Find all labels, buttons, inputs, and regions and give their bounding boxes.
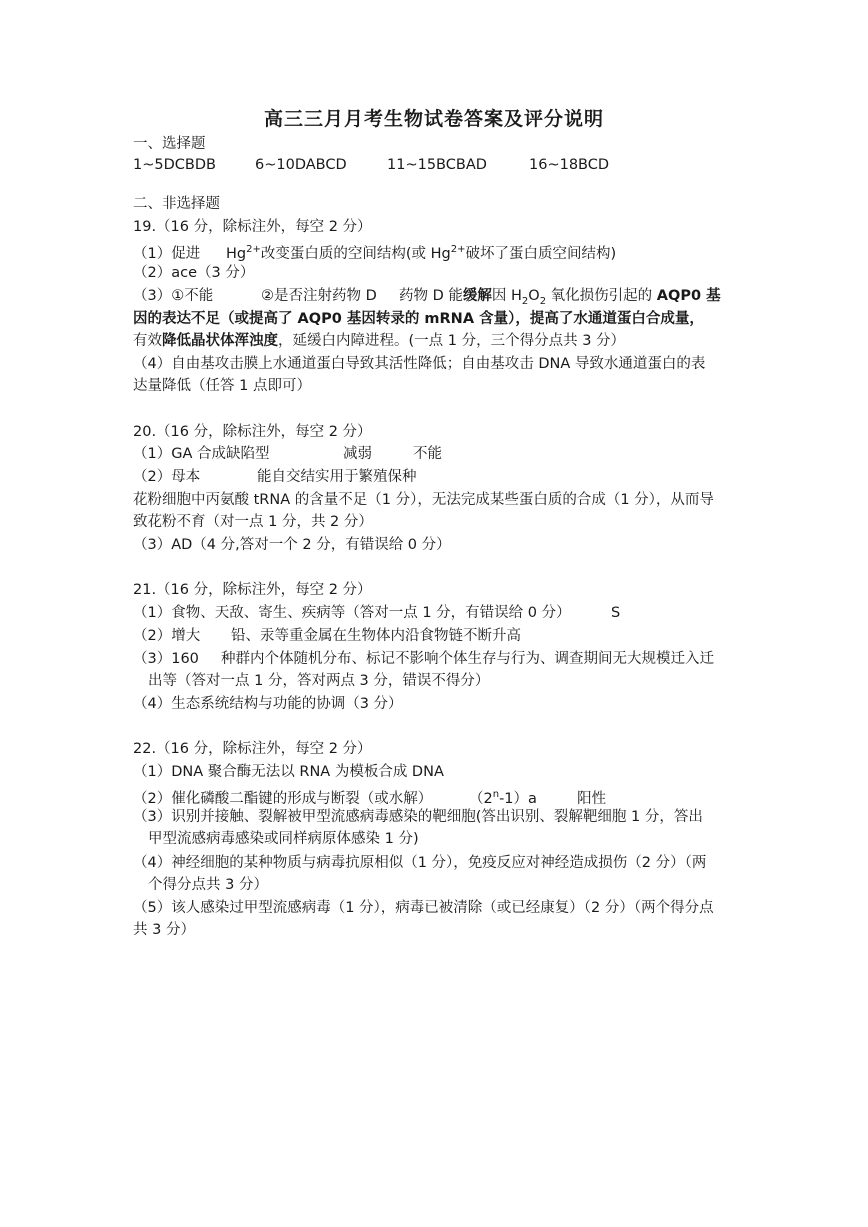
q20-text: 能自交结实用于繁殖保种 [257, 469, 417, 485]
q19-line-2: （2）ace（3 分） [133, 265, 255, 281]
q19-text: Hg [226, 245, 247, 262]
q19-text: 破坏了蛋白质空间结构) [465, 245, 617, 262]
q19-text: （1）促进 [133, 245, 201, 262]
q21-line-4: 出等（答对一点 1 分，答对两点 3 分，错误不得分） [148, 673, 490, 689]
q20-line-4: 致花粉不育（对一点 1 分，共 2 分） [133, 514, 373, 530]
q19-subscript: 2 [539, 295, 547, 307]
q22-text: （2 [469, 790, 493, 807]
q19-text: （3）①不能 [133, 288, 214, 304]
q19-text: 改变蛋白质的空间结构(或 Hg [260, 245, 451, 262]
q21-line-3 [133, 649, 714, 669]
q19-line-1 [133, 240, 616, 264]
choice-answer-6-10: 6~10DABCD [255, 157, 347, 173]
q21-text: （2）增大 [133, 628, 201, 644]
q19-bold-text: 缓解 [462, 288, 492, 304]
q19-text: 因 H [491, 288, 522, 304]
q19-text: ②是否注射药物 D [261, 288, 377, 304]
q19-line-7: 达量降低（任答 1 点即可） [133, 378, 311, 394]
q21-text: （3）160 [133, 651, 199, 667]
q19-heading: 19.（16 分，除标注外，每空 2 分） [133, 219, 372, 235]
q21-line-1 [133, 603, 620, 623]
q19-line-3 [133, 286, 721, 312]
q19-line-6: （4）自由基攻击膜上水通道蛋白导致其活性降低；自由基攻击 DNA 导致水通道蛋白的表 [133, 356, 706, 372]
q19-bold-text: AQP0 基 [656, 288, 721, 304]
q22-heading: 22.（16 分，除标注外，每空 2 分） [133, 741, 372, 757]
section-choice-heading: 一、选择题 [133, 136, 206, 152]
q20-text: 不能 [413, 446, 442, 462]
q20-heading: 20.（16 分，除标注外，每空 2 分） [133, 424, 372, 440]
choice-answer-11-15: 11~15BCBAD [387, 157, 487, 173]
q19-line-5 [133, 331, 625, 351]
q22-text: （2）催化磷酸二酯键的形成与断裂（或水解） [133, 790, 433, 807]
q22-line-7: （5）该人感染过甲型流感病毒（1 分），病毒已被清除（或已经康复）（2 分）（两个得分点 [133, 900, 714, 916]
q21-heading: 21.（16 分，除标注外，每空 2 分） [133, 582, 372, 598]
q19-superscript: 2+ [450, 244, 466, 255]
choice-answer-1-5: 1~5DCBDB [133, 157, 216, 173]
q22-line-6: 个得分点共 3 分） [148, 877, 268, 893]
q19-superscript: 2+ [246, 244, 261, 255]
q22-line-8: 共 3 分） [133, 922, 195, 938]
q22-line-3: （3）识别并接触、裂解被甲型流感病毒感染的靶细胞(答出识别、裂解靶细胞 1 分，答出 [133, 809, 703, 825]
q22-line-2 [133, 785, 606, 809]
choice-answers [133, 155, 609, 175]
q20-text: （1）GA 合成缺陷型 [133, 446, 270, 462]
q20-line-2 [133, 467, 417, 487]
q20-text: 减弱 [343, 446, 372, 462]
q19-text: 药物 D 能 [399, 288, 463, 304]
q19-subscript: 2 [521, 295, 529, 307]
q21-line-5: （4）生态系统结构与功能的协调（3 分） [133, 696, 403, 712]
q20-line-1 [133, 444, 442, 464]
q22-text: 阳性 [577, 790, 607, 807]
q22-superscript: n [492, 789, 500, 800]
q19-line-4 [133, 309, 704, 329]
q22-line-5: （4）神经细胞的某种物质与病毒抗原相似（1 分），免疫反应对神经造成损伤（2 分）（两 [133, 855, 707, 871]
choice-answer-16-18: 16~18BCD [529, 157, 610, 173]
q22-line-1: （1）DNA 聚合酶无法以 RNA 为模板合成 DNA [133, 764, 444, 780]
q20-line-5: （3）AD（4 分,答对一个 2 分，有错误给 0 分） [133, 537, 451, 553]
q19-text: 氧化损伤引起的 [546, 288, 657, 304]
q19-text: 有效 [133, 333, 162, 349]
q20-text: （2）母本 [133, 469, 201, 485]
q20-line-3: 花粉细胞中丙氨酸 tRNA 的含量不足（1 分），无法完成某些蛋白质的合成（1 分），从而导 [133, 492, 714, 508]
q21-text: 铅、汞等重金属在生物体内沿食物链不断升高 [231, 628, 521, 644]
section-nonchoice-heading: 二、非选择题 [133, 196, 220, 212]
page-title: 高三三月月考生物试卷答案及评分说明 [263, 108, 604, 130]
q19-bold-text: 降低晶状体浑浊度 [162, 333, 278, 349]
q19-text: ，延缓白内障进程。(一点 1 分，三个得分点共 3 分） [278, 333, 626, 349]
q22-text: -1）a [499, 790, 537, 807]
q21-text: S [611, 605, 621, 621]
q19-text: O [528, 288, 540, 304]
q21-text: 种群内个体随机分布、标记不影响个体生存与行为、调查期间无大规模迁入迁 [221, 651, 714, 667]
q21-line-2 [133, 626, 521, 646]
q19-bold-text: 因的表达不足（或提高了 AQP0 基因转录的 mRNA 含量），提高了水通道蛋白合成量， [133, 311, 704, 327]
q21-text: （1）食物、天敌、寄生、疾病等（答对一点 1 分，有错误给 0 分） [133, 605, 571, 621]
q22-line-4: 甲型流感病毒感染或同样病原体感染 1 分) [148, 831, 419, 847]
